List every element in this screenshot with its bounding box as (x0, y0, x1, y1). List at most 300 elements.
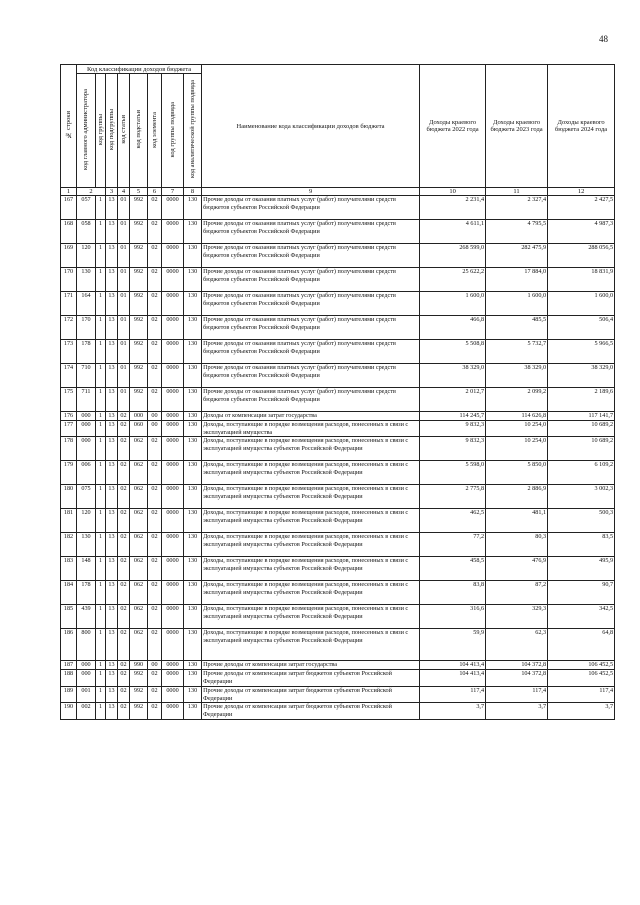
table-row (61, 670, 615, 687)
program-group-code-cell: 0000 (162, 661, 184, 670)
income-2024-cell: 64,8 (548, 629, 615, 661)
subarticle-code-cell: 060 (130, 420, 148, 437)
income-name-cell: Прочие доходы от компенсации затрат государства (202, 661, 420, 670)
group-code-cell: 1 (96, 485, 106, 509)
row-number-cell: 190 (61, 703, 77, 720)
subgroup-code-cell: 13 (106, 420, 118, 437)
group-code-cell: 1 (96, 420, 106, 437)
subarticle-code-cell: 992 (130, 268, 148, 292)
analytic-group-code-cell: 130 (184, 533, 202, 557)
admin-code-cell: 178 (77, 581, 96, 605)
income-2022-cell: 3,7 (420, 703, 486, 720)
income-2023-cell: 2 327,4 (486, 196, 548, 220)
article-code-cell: 01 (118, 196, 130, 220)
group-code-cell: 1 (96, 661, 106, 670)
subgroup-code-cell: 13 (106, 703, 118, 720)
income-name-cell: Доходы, поступающие в порядке возмещения расходов, понесенных в связи с эксплуатацией имущества (202, 420, 420, 437)
group-code-cell: 1 (96, 509, 106, 533)
admin-code-cell: 164 (77, 292, 96, 316)
article-code-cell: 02 (118, 670, 130, 687)
row-number-cell: 169 (61, 244, 77, 268)
article-code-cell: 01 (118, 268, 130, 292)
article-code-cell: 02 (118, 629, 130, 661)
income-name-cell: Доходы, поступающие в порядке возмещения расходов, понесенных в связи с эксплуатацией имущества субъектов Российской Федерации (202, 629, 420, 661)
element-code-cell: 00 (148, 661, 162, 670)
page-number: 48 (599, 34, 608, 44)
admin-code-cell: 000 (77, 670, 96, 687)
subgroup-code-cell: 13 (106, 196, 118, 220)
article-code-cell: 01 (118, 388, 130, 412)
income-2024-cell: 288 056,5 (548, 244, 615, 268)
subarticle-code-cell: 990 (130, 661, 148, 670)
subgroup-code-cell: 13 (106, 364, 118, 388)
element-code-cell: 02 (148, 388, 162, 412)
income-2022-cell: 9 832,3 (420, 420, 486, 437)
row-number-cell: 171 (61, 292, 77, 316)
program-group-code-cell: 0000 (162, 670, 184, 687)
header-analytic-group-code: код аналитической группы подвида (184, 74, 202, 188)
admin-code-cell: 000 (77, 437, 96, 461)
subarticle-code-cell: 992 (130, 340, 148, 364)
article-code-cell: 02 (118, 686, 130, 703)
subgroup-code-cell: 13 (106, 605, 118, 629)
row-number-cell: 180 (61, 485, 77, 509)
article-code-cell: 02 (118, 533, 130, 557)
table-row (61, 244, 615, 268)
article-code-cell: 02 (118, 420, 130, 437)
income-2022-cell: 458,5 (420, 557, 486, 581)
header-name: Наименование кода классификации доходов бюджета (202, 65, 420, 188)
table-row (61, 437, 615, 461)
income-2024-cell: 495,9 (548, 557, 615, 581)
admin-code-cell: 002 (77, 703, 96, 720)
element-code-cell: 02 (148, 220, 162, 244)
subarticle-code-cell: 062 (130, 557, 148, 581)
subgroup-code-cell: 13 (106, 661, 118, 670)
article-code-cell: 01 (118, 220, 130, 244)
income-2022-cell: 2 231,4 (420, 196, 486, 220)
element-code-cell: 02 (148, 364, 162, 388)
group-code-cell: 1 (96, 364, 106, 388)
analytic-group-code-cell: 130 (184, 388, 202, 412)
program-group-code-cell: 0000 (162, 703, 184, 720)
income-2022-cell: 114 245,7 (420, 412, 486, 421)
row-number-cell: 173 (61, 340, 77, 364)
income-name-cell: Прочие доходы от оказания платных услуг (работ) получателями средств бюджетов субъектов Российской Федерации (202, 364, 420, 388)
element-code-cell: 02 (148, 605, 162, 629)
income-name-cell: Доходы, поступающие в порядке возмещения расходов, понесенных в связи с эксплуатацией имущества субъектов Российской Федерации (202, 581, 420, 605)
income-2023-cell: 17 884,0 (486, 268, 548, 292)
group-code-cell: 1 (96, 629, 106, 661)
budget-income-table (60, 64, 615, 720)
income-name-cell: Прочие доходы от компенсации затрат бюджетов субъектов Российской Федерации (202, 703, 420, 720)
admin-code-cell: 130 (77, 268, 96, 292)
group-code-cell: 1 (96, 268, 106, 292)
program-group-code-cell: 0000 (162, 461, 184, 485)
table-row (61, 420, 615, 437)
income-2023-cell: 1 600,0 (486, 292, 548, 316)
row-number-cell: 183 (61, 557, 77, 581)
article-code-cell: 02 (118, 557, 130, 581)
header-2023: Доходы краевого бюджета 2023 года (486, 65, 548, 188)
analytic-group-code-cell: 130 (184, 605, 202, 629)
program-group-code-cell: 0000 (162, 268, 184, 292)
table-row (61, 292, 615, 316)
analytic-group-code-cell: 130 (184, 686, 202, 703)
income-2024-cell: 506,4 (548, 316, 615, 340)
program-group-code-cell: 0000 (162, 629, 184, 661)
row-number-cell: 185 (61, 605, 77, 629)
income-2022-cell: 77,2 (420, 533, 486, 557)
program-group-code-cell: 0000 (162, 557, 184, 581)
subarticle-code-cell: 992 (130, 196, 148, 220)
subgroup-code-cell: 13 (106, 686, 118, 703)
income-name-cell: Прочие доходы от компенсации затрат бюджетов субъектов Российской Федерации (202, 670, 420, 687)
header-group-code: код группы (96, 74, 106, 188)
subarticle-code-cell: 062 (130, 629, 148, 661)
income-2022-cell: 83,8 (420, 581, 486, 605)
income-2022-cell: 9 832,3 (420, 437, 486, 461)
income-2023-cell: 62,3 (486, 629, 548, 661)
element-code-cell: 00 (148, 420, 162, 437)
column-number: 9 (202, 188, 420, 196)
income-2023-cell: 5 850,0 (486, 461, 548, 485)
analytic-group-code-cell: 130 (184, 316, 202, 340)
element-code-cell: 02 (148, 581, 162, 605)
program-group-code-cell: 0000 (162, 244, 184, 268)
table-row (61, 485, 615, 509)
element-code-cell: 02 (148, 244, 162, 268)
table-row (61, 581, 615, 605)
article-code-cell: 02 (118, 703, 130, 720)
income-2024-cell: 18 831,9 (548, 268, 615, 292)
analytic-group-code-cell: 130 (184, 244, 202, 268)
header-element-code: код элемента (148, 74, 162, 188)
subarticle-code-cell: 992 (130, 686, 148, 703)
analytic-group-code-cell: 130 (184, 292, 202, 316)
row-number-cell: 177 (61, 420, 77, 437)
income-2024-cell: 83,5 (548, 533, 615, 557)
column-number: 3 (106, 188, 118, 196)
income-2024-cell: 2 427,5 (548, 196, 615, 220)
table-row (61, 533, 615, 557)
program-group-code-cell: 0000 (162, 437, 184, 461)
income-2024-cell: 38 329,0 (548, 364, 615, 388)
income-2024-cell: 3,7 (548, 703, 615, 720)
group-code-cell: 1 (96, 605, 106, 629)
header-subgroup-code: код подгруппы (106, 74, 118, 188)
article-code-cell: 01 (118, 340, 130, 364)
program-group-code-cell: 0000 (162, 364, 184, 388)
income-2024-cell: 1 600,0 (548, 292, 615, 316)
article-code-cell: 01 (118, 316, 130, 340)
subarticle-code-cell: 062 (130, 461, 148, 485)
income-2024-cell: 3 002,3 (548, 485, 615, 509)
income-2024-cell: 117,4 (548, 686, 615, 703)
income-2024-cell: 2 189,6 (548, 388, 615, 412)
article-code-cell: 02 (118, 661, 130, 670)
table-row (61, 412, 615, 421)
income-name-cell: Доходы, поступающие в порядке возмещения расходов, понесенных в связи с эксплуатацией имущества субъектов Российской Федерации (202, 461, 420, 485)
column-number: 11 (486, 188, 548, 196)
element-code-cell: 02 (148, 461, 162, 485)
income-2023-cell: 282 475,9 (486, 244, 548, 268)
income-name-cell: Доходы, поступающие в порядке возмещения расходов, понесенных в связи с эксплуатацией имущества субъектов Российской Федерации (202, 485, 420, 509)
analytic-group-code-cell: 130 (184, 557, 202, 581)
income-2022-cell: 104 413,4 (420, 661, 486, 670)
table-row (61, 661, 615, 670)
element-code-cell: 02 (148, 292, 162, 316)
group-code-cell: 1 (96, 703, 106, 720)
table-row (61, 509, 615, 533)
element-code-cell: 02 (148, 437, 162, 461)
income-2022-cell: 38 329,0 (420, 364, 486, 388)
analytic-group-code-cell: 130 (184, 412, 202, 421)
row-number-cell: 186 (61, 629, 77, 661)
table-row (61, 388, 615, 412)
analytic-group-code-cell: 130 (184, 661, 202, 670)
income-name-cell: Прочие доходы от оказания платных услуг (работ) получателями средств бюджетов субъектов Российской Федерации (202, 220, 420, 244)
admin-code-cell: 711 (77, 388, 96, 412)
subarticle-code-cell: 062 (130, 581, 148, 605)
column-number: 12 (548, 188, 615, 196)
income-2023-cell: 4 795,5 (486, 220, 548, 244)
column-number: 4 (118, 188, 130, 196)
income-2023-cell: 2 099,2 (486, 388, 548, 412)
element-code-cell: 02 (148, 629, 162, 661)
element-code-cell: 02 (148, 533, 162, 557)
table-row (61, 605, 615, 629)
income-2023-cell: 10 254,0 (486, 437, 548, 461)
analytic-group-code-cell: 130 (184, 364, 202, 388)
table-row (61, 316, 615, 340)
income-2023-cell: 2 886,9 (486, 485, 548, 509)
row-number-cell: 181 (61, 509, 77, 533)
element-code-cell: 02 (148, 340, 162, 364)
table-body (61, 196, 615, 720)
subarticle-code-cell: 062 (130, 533, 148, 557)
income-2024-cell: 90,7 (548, 581, 615, 605)
article-code-cell: 02 (118, 412, 130, 421)
subarticle-code-cell: 992 (130, 244, 148, 268)
income-2022-cell: 5 508,8 (420, 340, 486, 364)
analytic-group-code-cell: 130 (184, 581, 202, 605)
analytic-group-code-cell: 130 (184, 485, 202, 509)
group-code-cell: 1 (96, 292, 106, 316)
income-2022-cell: 117,4 (420, 686, 486, 703)
income-2024-cell: 342,5 (548, 605, 615, 629)
income-name-cell: Прочие доходы от оказания платных услуг (работ) получателями средств бюджетов субъектов Российской Федерации (202, 316, 420, 340)
article-code-cell: 02 (118, 437, 130, 461)
column-number: 10 (420, 188, 486, 196)
subgroup-code-cell: 13 (106, 509, 118, 533)
subgroup-code-cell: 13 (106, 292, 118, 316)
group-code-cell: 1 (96, 461, 106, 485)
row-number-cell: 179 (61, 461, 77, 485)
element-code-cell: 02 (148, 196, 162, 220)
income-name-cell: Прочие доходы от оказания платных услуг (работ) получателями средств бюджетов субъектов Российской Федерации (202, 268, 420, 292)
subgroup-code-cell: 13 (106, 557, 118, 581)
income-name-cell: Доходы, поступающие в порядке возмещения расходов, понесенных в связи с эксплуатацией имущества субъектов Российской Федерации (202, 509, 420, 533)
income-name-cell: Доходы, поступающие в порядке возмещения расходов, понесенных в связи с эксплуатацией имущества субъектов Российской Федерации (202, 605, 420, 629)
admin-code-cell: 170 (77, 316, 96, 340)
table-row (61, 686, 615, 703)
element-code-cell: 02 (148, 670, 162, 687)
group-code-cell: 1 (96, 196, 106, 220)
row-number-cell: 174 (61, 364, 77, 388)
row-number-cell: 187 (61, 661, 77, 670)
subarticle-code-cell: 992 (130, 364, 148, 388)
row-number-cell: 172 (61, 316, 77, 340)
row-number-cell: 188 (61, 670, 77, 687)
income-2023-cell: 3,7 (486, 703, 548, 720)
program-group-code-cell: 0000 (162, 420, 184, 437)
row-number-cell: 170 (61, 268, 77, 292)
income-2023-cell: 476,9 (486, 557, 548, 581)
income-2024-cell: 5 966,5 (548, 340, 615, 364)
table-row (61, 703, 615, 720)
table-row (61, 220, 615, 244)
article-code-cell: 02 (118, 581, 130, 605)
subarticle-code-cell: 992 (130, 220, 148, 244)
income-name-cell: Прочие доходы от оказания платных услуг (работ) получателями средств бюджетов субъектов Российской Федерации (202, 340, 420, 364)
group-code-cell: 1 (96, 412, 106, 421)
article-code-cell: 02 (118, 509, 130, 533)
income-2022-cell: 59,9 (420, 629, 486, 661)
column-number: 7 (162, 188, 184, 196)
subarticle-code-cell: 992 (130, 703, 148, 720)
income-name-cell: Прочие доходы от оказания платных услуг (работ) получателями средств бюджетов субъектов Российской Федерации (202, 196, 420, 220)
subarticle-code-cell: 992 (130, 670, 148, 687)
income-2024-cell: 6 109,2 (548, 461, 615, 485)
column-number: 1 (61, 188, 77, 196)
income-2023-cell: 87,2 (486, 581, 548, 605)
income-name-cell: Прочие доходы от оказания платных услуг (работ) получателями средств бюджетов субъектов Российской Федерации (202, 388, 420, 412)
program-group-code-cell: 0000 (162, 220, 184, 244)
subgroup-code-cell: 13 (106, 220, 118, 244)
admin-code-cell: 178 (77, 340, 96, 364)
admin-code-cell: 130 (77, 533, 96, 557)
subgroup-code-cell: 13 (106, 581, 118, 605)
income-2022-cell: 2 775,8 (420, 485, 486, 509)
element-code-cell: 02 (148, 509, 162, 533)
income-2023-cell: 485,5 (486, 316, 548, 340)
row-number-cell: 184 (61, 581, 77, 605)
group-code-cell: 1 (96, 316, 106, 340)
subgroup-code-cell: 13 (106, 670, 118, 687)
income-name-cell: Прочие доходы от компенсации затрат бюджетов субъектов Российской Федерации (202, 686, 420, 703)
group-code-cell: 1 (96, 388, 106, 412)
header-2024: Доходы краевого бюджета 2024 года (548, 65, 615, 188)
column-number: 6 (148, 188, 162, 196)
program-group-code-cell: 0000 (162, 316, 184, 340)
analytic-group-code-cell: 130 (184, 629, 202, 661)
column-number-row (61, 188, 615, 196)
subgroup-code-cell: 13 (106, 485, 118, 509)
table-row (61, 364, 615, 388)
group-code-cell: 1 (96, 557, 106, 581)
subarticle-code-cell: 992 (130, 316, 148, 340)
subgroup-code-cell: 13 (106, 461, 118, 485)
subarticle-code-cell: 062 (130, 605, 148, 629)
subgroup-code-cell: 13 (106, 316, 118, 340)
admin-code-cell: 439 (77, 605, 96, 629)
income-2023-cell: 104 372,8 (486, 670, 548, 687)
program-group-code-cell: 0000 (162, 292, 184, 316)
header-2022: Доходы краевого бюджета 2022 года (420, 65, 486, 188)
income-2022-cell: 316,6 (420, 605, 486, 629)
subarticle-code-cell: 062 (130, 437, 148, 461)
program-group-code-cell: 0000 (162, 340, 184, 364)
income-2023-cell: 114 626,8 (486, 412, 548, 421)
subgroup-code-cell: 13 (106, 268, 118, 292)
subgroup-code-cell: 13 (106, 412, 118, 421)
income-name-cell: Доходы, поступающие в порядке возмещения расходов, понесенных в связи с эксплуатацией имущества субъектов Российской Федерации (202, 557, 420, 581)
program-group-code-cell: 0000 (162, 605, 184, 629)
analytic-group-code-cell: 130 (184, 670, 202, 687)
row-number-cell: 167 (61, 196, 77, 220)
admin-code-cell: 800 (77, 629, 96, 661)
column-number: 8 (184, 188, 202, 196)
program-group-code-cell: 0000 (162, 485, 184, 509)
program-group-code-cell: 0000 (162, 533, 184, 557)
income-2024-cell: 500,3 (548, 509, 615, 533)
income-2023-cell: 481,1 (486, 509, 548, 533)
income-2024-cell: 117 141,7 (548, 412, 615, 421)
subarticle-code-cell: 062 (130, 485, 148, 509)
header-program-group-code: код группы подвида (162, 74, 184, 188)
income-2023-cell: 329,3 (486, 605, 548, 629)
subgroup-code-cell: 13 (106, 388, 118, 412)
row-number-cell: 182 (61, 533, 77, 557)
group-code-cell: 1 (96, 686, 106, 703)
income-name-cell: Доходы, поступающие в порядке возмещения расходов, понесенных в связи с эксплуатацией имущества субъектов Российской Федерации (202, 437, 420, 461)
header-article-code: код статьи (118, 74, 130, 188)
income-2023-cell: 117,4 (486, 686, 548, 703)
income-2024-cell: 4 987,3 (548, 220, 615, 244)
program-group-code-cell: 0000 (162, 509, 184, 533)
income-name-cell: Доходы от компенсации затрат государства (202, 412, 420, 421)
income-2022-cell: 1 600,0 (420, 292, 486, 316)
subgroup-code-cell: 13 (106, 533, 118, 557)
article-code-cell: 01 (118, 292, 130, 316)
row-number-cell: 176 (61, 412, 77, 421)
header-subarticle-code: код подстатьи (130, 74, 148, 188)
analytic-group-code-cell: 130 (184, 220, 202, 244)
income-2022-cell: 4 611,1 (420, 220, 486, 244)
analytic-group-code-cell: 130 (184, 461, 202, 485)
income-2023-cell: 104 372,8 (486, 661, 548, 670)
element-code-cell: 02 (148, 316, 162, 340)
income-2022-cell: 2 012,7 (420, 388, 486, 412)
subgroup-code-cell: 13 (106, 244, 118, 268)
income-2022-cell: 25 622,2 (420, 268, 486, 292)
element-code-cell: 02 (148, 703, 162, 720)
income-2024-cell: 106 452,5 (548, 661, 615, 670)
group-code-cell: 1 (96, 670, 106, 687)
admin-code-cell: 710 (77, 364, 96, 388)
column-number: 2 (77, 188, 106, 196)
table-row (61, 268, 615, 292)
income-name-cell: Прочие доходы от оказания платных услуг (работ) получателями средств бюджетов субъектов Российской Федерации (202, 292, 420, 316)
group-code-cell: 1 (96, 533, 106, 557)
table-row (61, 461, 615, 485)
analytic-group-code-cell: 130 (184, 420, 202, 437)
income-2023-cell: 10 254,0 (486, 420, 548, 437)
element-code-cell: 02 (148, 686, 162, 703)
subarticle-code-cell: 992 (130, 388, 148, 412)
element-code-cell: 00 (148, 412, 162, 421)
